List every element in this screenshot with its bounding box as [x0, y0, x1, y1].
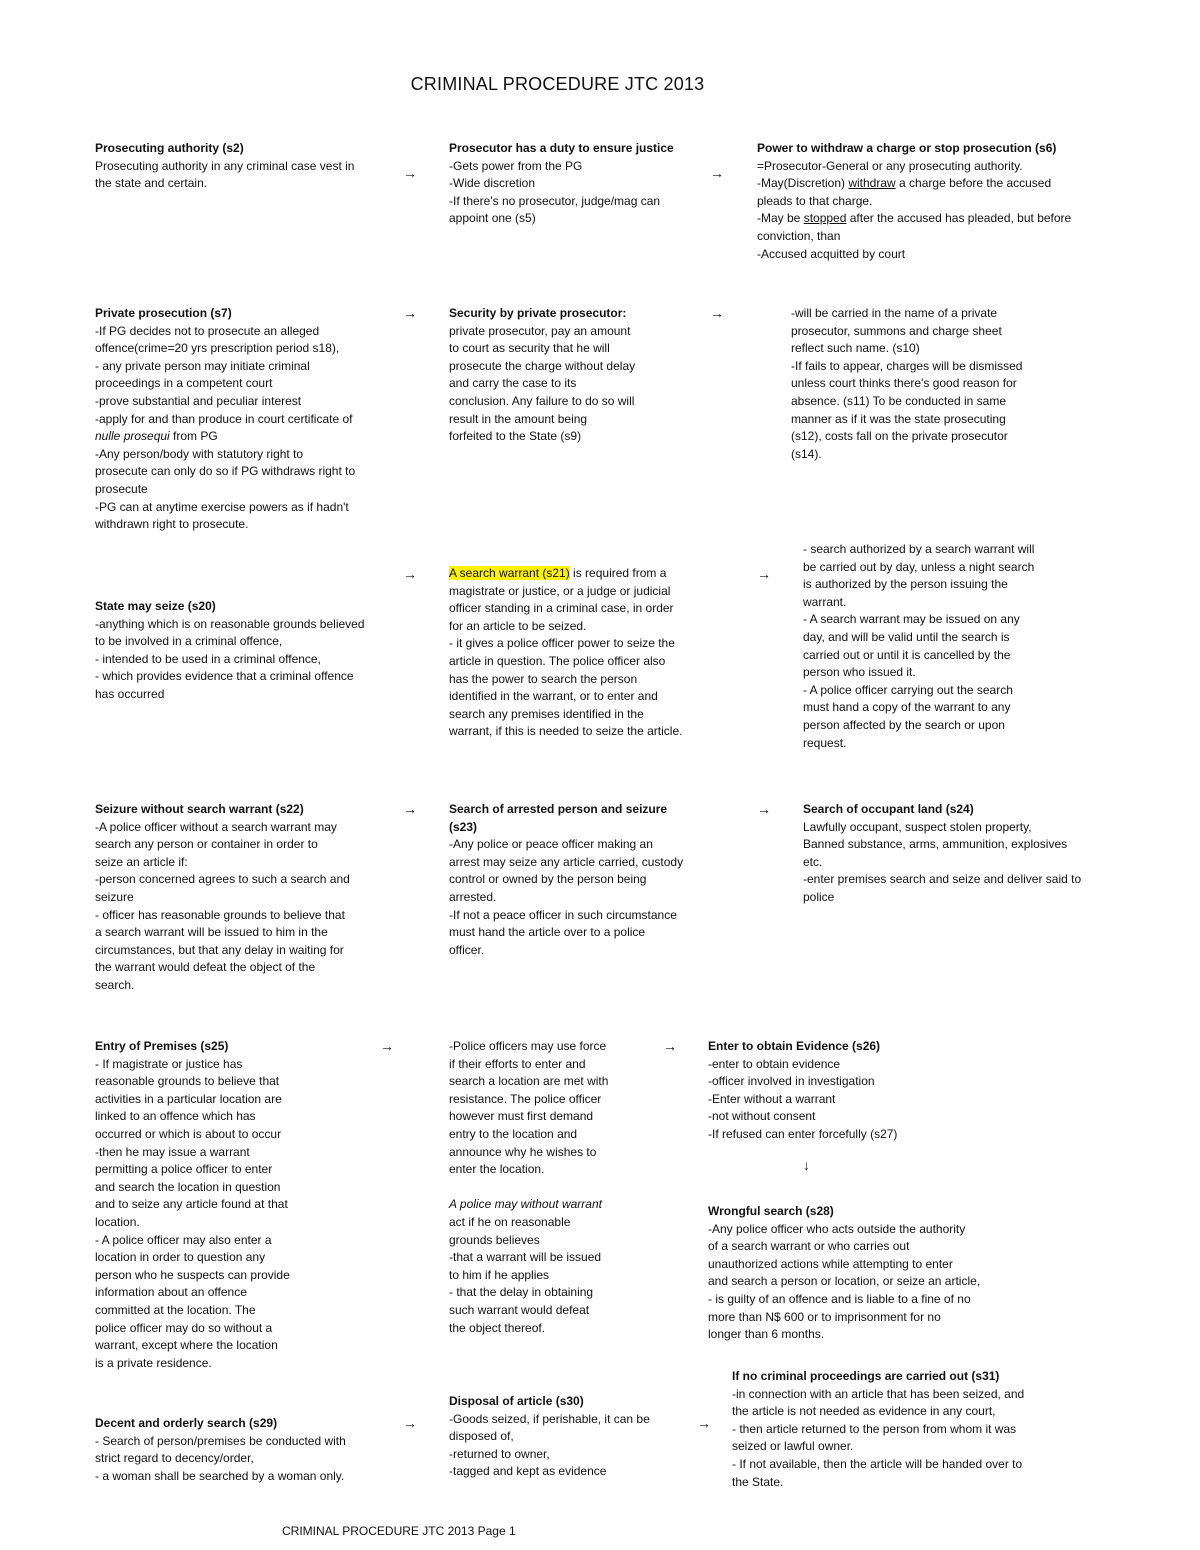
block-line: conviction, than [757, 228, 841, 243]
block-heading: Wrongful search (s28) [708, 1204, 834, 1218]
block-line: to him if he applies [449, 1267, 550, 1282]
block-line: of a search warrant or who carries out [708, 1239, 910, 1254]
right-arrow-icon: → [757, 801, 771, 817]
block-line: conclusion. Any failure to do so will [449, 393, 635, 408]
block-heading: (s23) [449, 819, 478, 834]
block-line: result in the amount being [449, 411, 588, 426]
block-line: control or owned by the person being [449, 872, 647, 887]
block-line: resistance. The police officer [449, 1091, 602, 1106]
block-line: has the power to search the person [449, 671, 638, 686]
block-line: arrested. [449, 889, 497, 904]
block-heading: Power to withdraw a charge or stop prosecution (s6) [757, 141, 1057, 155]
prosecutor-duty-block [449, 140, 674, 228]
block-line: person who issued it. [803, 665, 916, 680]
block-line: warrant, if this is needed to seize the article. [449, 724, 683, 739]
block-line: such warrant would defeat [449, 1302, 590, 1317]
block-line: -Goods seized, if perishable, it can be [449, 1411, 650, 1426]
block-heading: State may seize (s20) [95, 599, 216, 613]
block-line: longer than 6 months. [708, 1327, 825, 1342]
block-line: - then article returned to the person from whom it was [732, 1421, 1017, 1436]
block-line: A police may without warrant [449, 1197, 602, 1212]
block-line: -If fails to appear, charges will be dismissed [791, 358, 1023, 373]
block-line: nulle prosequi from PG [95, 429, 218, 444]
block-line: person who he suspects can provide [95, 1267, 290, 1282]
seizure-without-warrant-block [95, 801, 350, 995]
block-line: the article is not needed as evidence in any court, [732, 1404, 996, 1419]
block-line: request. [803, 735, 847, 750]
block-line: -PG can at anytime exercise powers as if hadn't [95, 499, 349, 514]
block-line: private prosecutor, pay an amount [449, 323, 631, 338]
right-arrow-icon: → [403, 305, 417, 321]
search-occupant-land-block [803, 801, 1081, 907]
block-line: article in question. The police officer also [449, 653, 666, 668]
block-line: - search authorized by a search warrant will [803, 542, 1035, 556]
block-line: and search the location in question [95, 1179, 281, 1194]
right-arrow-icon: → [380, 1038, 394, 1054]
block-line: - which provides evidence that a criminal offence [95, 669, 354, 684]
block-line: location. [95, 1214, 140, 1229]
block-line: police officer may do so without a [95, 1320, 273, 1335]
block-line: proceedings in a competent court [95, 376, 273, 391]
block-line: -returned to owner, [449, 1446, 550, 1461]
enter-obtain-evidence-block [708, 1038, 897, 1144]
block-line: announce why he wishes to [449, 1144, 597, 1159]
block-line: the State. [732, 1474, 784, 1486]
block-line: -If there's no prosecutor, judge/mag can [449, 193, 661, 208]
block-line: manner as if it was the state prosecuting [791, 411, 1006, 426]
block-line: - a woman shall be searched by a woman only. [95, 1468, 345, 1483]
block-line: - If not available, then the article will be handed over to [732, 1456, 1023, 1471]
private-prosecutor-name-block [791, 305, 1022, 463]
block-line: and to seize any article found at that [95, 1197, 288, 1212]
block-line: warrant. [803, 594, 847, 609]
block-heading: Disposal of article (s30) [449, 1394, 584, 1408]
block-line: act if he on reasonable [449, 1214, 571, 1229]
block-line: reasonable grounds to believe that [95, 1074, 280, 1089]
block-line: -If PG decides not to prosecute an alleged [95, 323, 320, 338]
block-line: is a private residence. [95, 1355, 212, 1370]
block-line: Banned substance, arms, ammunition, explosives [803, 837, 1068, 852]
block-heading: Search of arrested person and seizure [449, 802, 668, 816]
block-line: grounds believes [449, 1232, 540, 1247]
block-line: -will be carried in the name of a private [791, 306, 998, 320]
block-line: more than N$ 600 or to imprisonment for no [708, 1309, 941, 1324]
state-may-seize-block [95, 598, 365, 704]
block-line: prosecute the charge without delay [449, 358, 636, 373]
block-line: -Any person/body with statutory right to [95, 446, 304, 461]
right-arrow-icon: → [710, 305, 724, 321]
disposal-of-article-block [449, 1393, 650, 1481]
block-line: -Wide discretion [449, 176, 536, 191]
block-line: circumstances, but that any delay in waiting for [95, 942, 344, 957]
block-line: appoint one (s5) [449, 211, 536, 226]
no-criminal-proceedings-block [732, 1368, 1024, 1486]
block-line: - that the delay in obtaining [449, 1285, 594, 1300]
decent-orderly-search-block [95, 1415, 346, 1485]
security-private-prosecutor-block [449, 305, 635, 446]
block-line: for an article to be seized. [449, 618, 587, 633]
block-line: (s14). [791, 446, 822, 461]
block-line: -then he may issue a warrant [95, 1144, 250, 1159]
block-line: -May(Discretion) withdraw a charge before the accused [757, 176, 1052, 191]
block-line: -A police officer without a search warrant may [95, 819, 337, 834]
right-arrow-icon: → [403, 165, 417, 181]
block-line: -apply for and than produce in court certificate of [95, 411, 353, 426]
block-heading: Enter to obtain Evidence (s26) [708, 1039, 881, 1053]
block-line: -tagged and kept as evidence [449, 1464, 607, 1479]
police-use-force-block [449, 1038, 608, 1337]
block-line: reflect such name. (s10) [791, 341, 920, 356]
block-line: -not without consent [708, 1109, 816, 1124]
block-heading: Prosecutor has a duty to ensure justice [449, 141, 674, 155]
block-line: Prosecuting authority in any criminal case vest in [95, 158, 355, 173]
block-line: strict regard to decency/order, [95, 1451, 254, 1466]
block-line: -prove substantial and peculiar interest [95, 393, 302, 408]
block-line: officer standing in a criminal case, in order [449, 601, 674, 616]
block-line: day, and will be valid until the search is [803, 629, 1010, 644]
block-line: the object thereof. [449, 1320, 546, 1335]
block-line: - is guilty of an offence and is liable to a fine of no [708, 1291, 971, 1306]
block-line: pleads to that charge. [757, 193, 873, 208]
block-heading: If no criminal proceedings are carried out (s31) [732, 1369, 1000, 1383]
block-line: seizure [95, 889, 134, 904]
block-line: enter the location. [449, 1162, 545, 1177]
block-line: -anything which is on reasonable grounds believed [95, 616, 365, 631]
block-line: must hand a copy of the warrant to any [803, 700, 1011, 715]
block-line: and carry the case to its [449, 376, 577, 391]
block-line: - any private person may initiate criminal [95, 358, 310, 373]
block-line: location in order to question any [95, 1250, 266, 1265]
block-line: search any person or container in order to [95, 837, 318, 852]
block-line: -person concerned agrees to such a search and [95, 872, 350, 887]
block-line: prosecute can only do so if PG withdraws right to [95, 464, 356, 479]
block-line: (s12), costs fall on the private prosecutor [791, 429, 1008, 444]
block-line: search any premises identified in the [449, 706, 644, 721]
block-heading: Private prosecution (s7) [95, 306, 232, 320]
block-line: -If not a peace officer in such circumstance [449, 907, 677, 922]
block-line: - A search warrant may be issued on any [803, 612, 1020, 627]
block-line: carried out or until it is cancelled by the [803, 647, 1011, 662]
block-line: - intended to be used in a criminal offence, [95, 651, 321, 666]
page-title: CRIMINAL PROCEDURE JTC 2013 [410, 74, 705, 94]
block-line: and search a person or location, or seize an article, [708, 1274, 981, 1289]
wrongful-search-block [708, 1203, 980, 1344]
block-line: etc. [803, 854, 823, 869]
search-warrant-block [449, 565, 682, 741]
block-line: arrest may seize any article carried, custody [449, 854, 684, 869]
block-line: Lawfully occupant, suspect stolen property, [803, 819, 1032, 834]
block-line: unauthorized actions while attempting to enter [708, 1256, 953, 1271]
blank-line [449, 1179, 608, 1197]
right-arrow-icon: → [663, 1038, 677, 1054]
right-arrow-icon: → [403, 801, 417, 817]
withdraw-charge-block [757, 140, 1071, 263]
block-line: has occurred [95, 686, 165, 701]
block-heading: Seizure without search warrant (s22) [95, 802, 304, 816]
block-line: information about an offence [95, 1285, 247, 1300]
block-line: forfeited to the State (s9) [449, 429, 582, 444]
block-line: if their efforts to enter and [449, 1056, 586, 1071]
block-line: - If magistrate or justice has [95, 1056, 243, 1071]
block-line: - A police officer may also enter a [95, 1232, 272, 1247]
block-line: - Search of person/premises be conducted with [95, 1433, 346, 1448]
block-line: identified in the warrant, or to enter and [449, 689, 658, 704]
right-arrow-icon: → [710, 165, 724, 181]
block-line: -Any police or peace officer making an [449, 837, 653, 852]
block-line: -Accused acquitted by court [757, 246, 906, 261]
block-line: occurred or which is about to occur [95, 1126, 282, 1141]
block-line: -enter to obtain evidence [708, 1056, 841, 1071]
block-line: the warrant would defeat the object of the [95, 960, 316, 975]
block-line: disposed of, [449, 1429, 514, 1444]
block-line: to be involved in a criminal offence, [95, 634, 283, 649]
block-heading: Decent and orderly search (s29) [95, 1416, 278, 1430]
block-line: offence(crime=20 yrs prescription period s18), [95, 341, 340, 356]
block-line: search. [95, 977, 135, 992]
block-line: to court as security that he will [449, 341, 610, 356]
block-line: - it gives a police officer power to seize the [449, 636, 675, 651]
block-line: =Prosecutor-General or any prosecuting authority. [757, 158, 1023, 173]
block-line: is authorized by the person issuing the [803, 577, 1008, 592]
block-line: activities in a particular location are [95, 1091, 282, 1106]
block-line: -that a warrant will be issued [449, 1250, 602, 1265]
block-line: -May be stopped after the accused has pleaded, but before [757, 211, 1072, 226]
block-line: -officer involved in investigation [708, 1074, 875, 1089]
block-line: - A police officer carrying out the search [803, 682, 1013, 697]
block-heading: Security by private prosecutor: [449, 306, 627, 320]
block-heading: Entry of Premises (s25) [95, 1039, 229, 1053]
block-line: search a location are met with [449, 1074, 609, 1089]
block-heading: Prosecuting authority (s2) [95, 141, 244, 155]
block-line: -If refused can enter forcefully (s27) [708, 1126, 898, 1141]
right-arrow-icon: → [403, 566, 417, 582]
block-line: person affected by the search or upon [803, 717, 1005, 732]
block-line: -enter premises search and seize and deliver said to [803, 872, 1082, 887]
block-line: officer. [449, 942, 485, 957]
block-line: -Enter without a warrant [708, 1091, 836, 1106]
block-line: withdrawn right to prosecute. [95, 517, 249, 532]
block-line: magistrate or justice, or a judge or judicial [449, 583, 671, 598]
private-prosecution-block [95, 305, 355, 534]
highlighted-text: A search warrant (s21) [449, 566, 570, 580]
block-line: unless court thinks there's good reason for [791, 376, 1017, 391]
block-line: absence. (s11) To be conducted in same [791, 393, 1007, 408]
block-line: -in connection with an article that has been seized, and [732, 1386, 1025, 1401]
down-arrow-icon: ↓ [803, 1157, 810, 1173]
block-line: warrant, except where the location [95, 1338, 278, 1353]
block-line: A search warrant (s21) is required from a [449, 566, 667, 580]
right-arrow-icon: → [403, 1415, 417, 1431]
block-line: - officer has reasonable grounds to believe that [95, 907, 345, 922]
block-line: police [803, 889, 835, 904]
block-line: permitting a police officer to enter [95, 1162, 273, 1177]
block-line: however must first demand [449, 1109, 594, 1124]
block-line: -Gets power from the PG [449, 158, 583, 173]
search-arrested-person-block [449, 801, 683, 959]
block-heading: Search of occupant land (s24) [803, 802, 974, 816]
block-line: must hand the article over to a police [449, 925, 646, 940]
block-line: linked to an offence which has [95, 1109, 256, 1124]
block-line: prosecute [95, 481, 148, 496]
block-line: seized or lawful owner. [732, 1439, 854, 1454]
entry-of-premises-block [95, 1038, 290, 1372]
block-line: seize an article if: [95, 854, 188, 869]
block-line: -Any police officer who acts outside the authority [708, 1221, 966, 1236]
block-line: be carried out by day, unless a night search [803, 559, 1035, 574]
search-by-day-block [803, 541, 1034, 752]
block-line: prosecutor, summons and charge sheet [791, 323, 1002, 338]
block-line: -Police officers may use force [449, 1039, 607, 1053]
block-line: committed at the location. The [95, 1302, 256, 1317]
prosecuting-authority-block [95, 140, 354, 193]
block-line: a search warrant will be issued to him in the [95, 925, 328, 940]
block-line: entry to the location and [449, 1126, 578, 1141]
right-arrow-icon: → [757, 566, 771, 582]
block-line: the state and certain. [95, 176, 208, 191]
page-footer: CRIMINAL PROCEDURE JTC 2013 Page 1 [282, 1524, 516, 1538]
right-arrow-icon: → [697, 1415, 711, 1431]
